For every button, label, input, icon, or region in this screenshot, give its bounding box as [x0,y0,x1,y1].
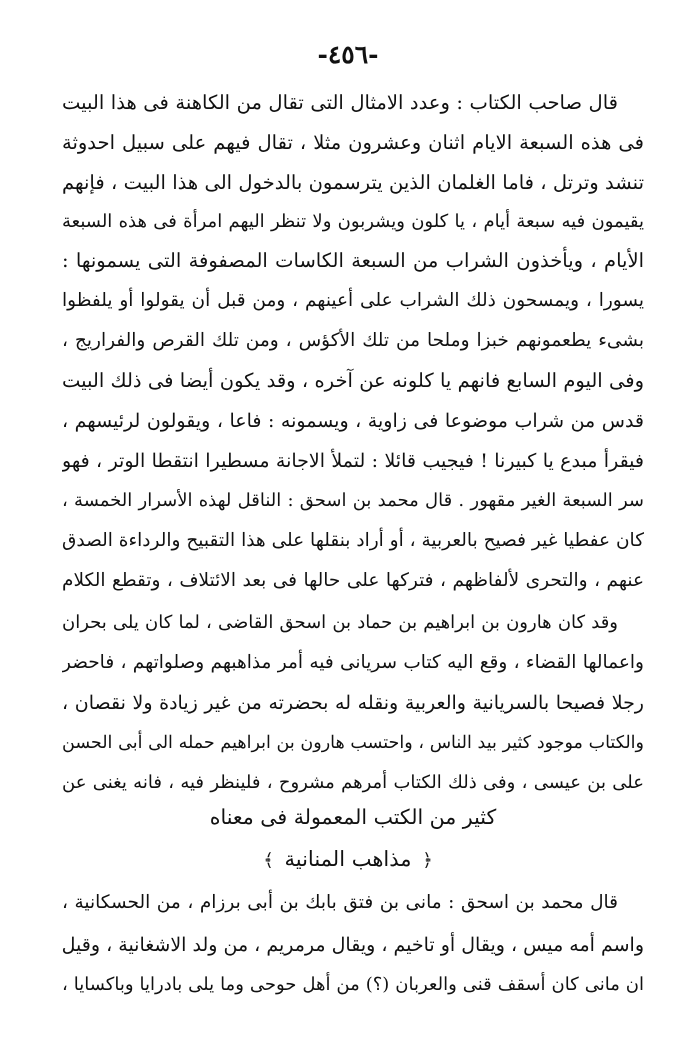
text-line: كان عفطيا غير فصيح بالعربية ، أو أراد بنقلها على هذا التقبيح والرداءة الصدق [62,530,644,551]
section-heading [0,840,696,880]
text-line: وقد كان هارون بن ابراهيم بن حماد بن اسحق القاضى ، لما كان يلى بحران [62,612,618,633]
text-line: قال محمد بن اسحق : مانى بن فتق بابك بن أبى برزام ، من الحسكانية ، [62,892,618,913]
section-heading-title: مذاهب المنانية [284,847,412,871]
text-line: والكتاب موجود كثير بيد الناس ، واحتسب هارون بن ابراهيم حمله الى أبى الحسن [62,733,644,753]
text-line: كثير من الكتب المعمولة فى معناه [209,805,497,829]
text-line: عنهم ، والتحرى لألفاظهم ، فتركها على حالها فى بعد الائتلاف ، وتقطع الكلام [62,570,644,591]
text-line: قدس من شراب موضوعا فى زاوية ، ويسمونه : فاعا ، ويقولون لرئيسهم ، [62,410,644,432]
text-line: سر السبعة الغير مقهور . قال محمد بن اسحق : الناقل لهذه الأسرار الخمسة ، [62,490,644,511]
text-line: وفى اليوم السابع فانهم يا كلونه عن آخره ، وقد يكون أيضا فى ذلك البيت [62,369,644,392]
text-line: فى هذه السبعة الايام اثنان وعشرون مثلا ، تقال فيهم على سبيل احدوثة [62,131,644,154]
text-line: قال صاحب الكتاب : وعدد الامثال التى تقال من الكاهنة فى هذا البيت [62,91,618,114]
text-line: الأيام ، ويأخذون الشراب من السبعة الكاسات المصفوفة التى يسمونها : [62,249,644,272]
text-line: يسورا ، ويمسحون ذلك الشراب على أعينهم ، ومن قبل أن يقولوا أو يلفظوا [62,290,644,311]
text-line: فيقرأ مبدع يا كبيرنا ! فيجيب قائلا : لتملأ الاجانة مسطيرا انتقطا الوتر ، فهو [62,450,644,472]
text-line: بشىء يطعمونهم خبزا وملحا من تلك الأكؤس ، ومن تلك القرص والفراريج ، [62,330,644,351]
page-number: -٤٥٦- [317,40,379,69]
text-line: واعمالها القضاء ، وقع اليه كتاب سريانى فيه أمر مذاهبهم وصلواتهم ، فاحضر [62,652,644,673]
text-line: ان مانى كان أسقف قنى والعربان (؟) من أهل حوحى وما يلى بادرايا وباكسايا ، [62,974,644,995]
text-line: على بن عيسى ، وفى ذلك الكتاب أمرهم مشروح ، فلينظر فيه ، فانه يغنى عن [62,772,644,793]
text-line: تنشد وترتل ، فاما الغلمان الذين يترسمون بالدخول الى هذا البيت ، فإنهم [62,171,644,194]
text-line: رجلا فصيحا بالسريانية والعربية ونقله له بحضرته من غير زيادة ولا نقصان ، [62,692,644,714]
text-line: واسم أمه ميس ، ويقال أو تاخيم ، ويقال مرمريم ، من ولد الاشغانية ، وقيل [62,934,644,956]
ornament-close: ﴾ [263,850,274,871]
text-line: يقيمون فيه سبعة أيام ، يا كلون ويشربون ولا تنظر اليهم امرأة فى هذه السبعة [62,211,644,232]
ornament-open: ﴿ [422,850,433,871]
